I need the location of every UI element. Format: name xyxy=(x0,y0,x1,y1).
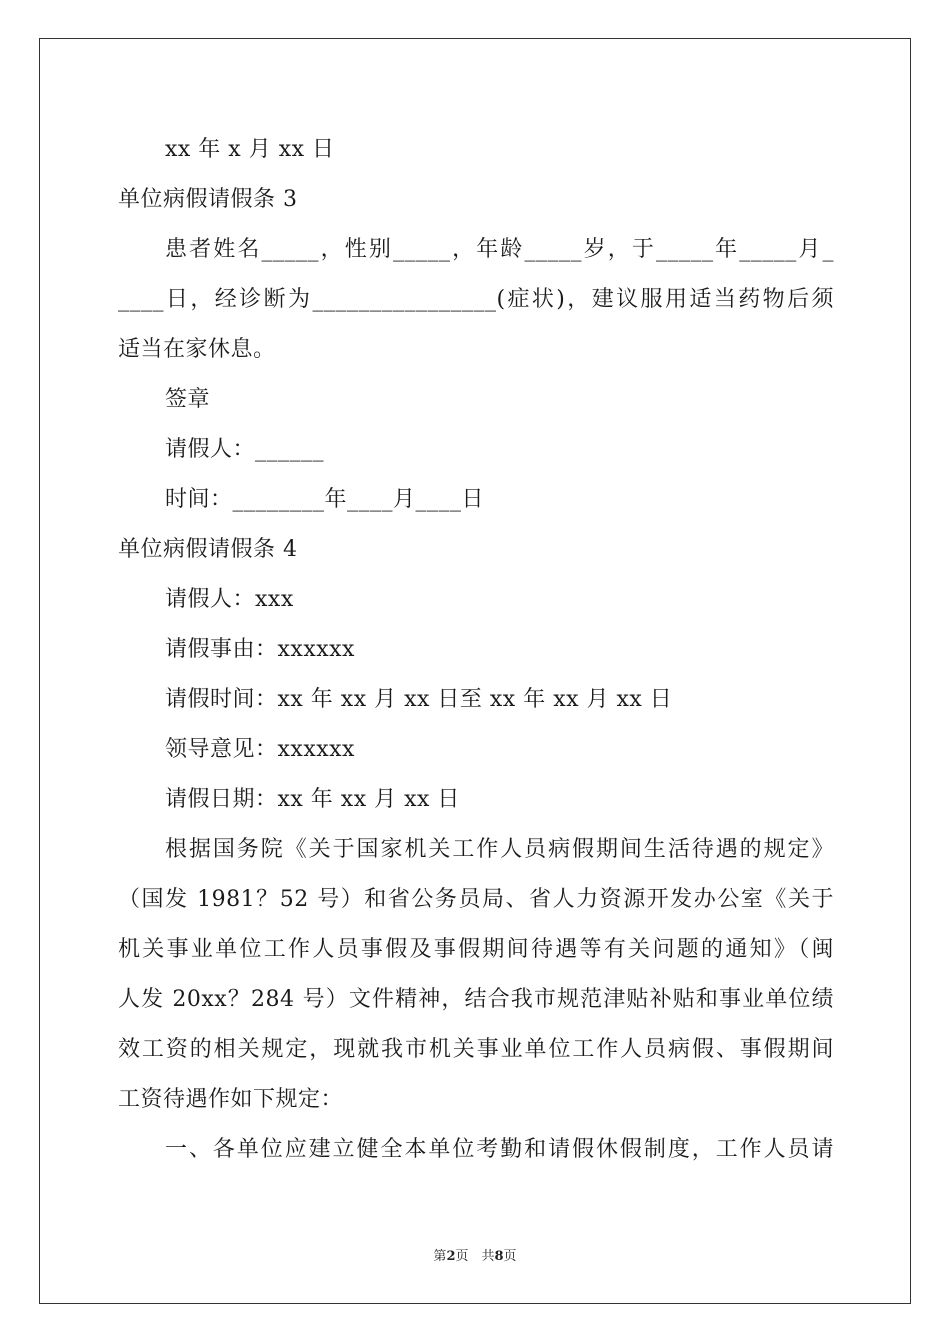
body-line: ____日，经诊断为________________(症状)，建议服用适当药物后须 xyxy=(118,287,834,312)
reason-line: 请假事由：xxxxxx xyxy=(165,637,355,662)
page-number-footer xyxy=(0,1248,950,1266)
section-heading-3: 单位病假请假条 3 xyxy=(118,187,298,212)
signature-label: 签章 xyxy=(165,387,211,412)
leave-period-line: 请假时间：xx 年 xx 月 xx 日至 xx 年 xx 月 xx 日 xyxy=(165,687,673,712)
body-line: 工资待遇作如下规定： xyxy=(118,1087,344,1112)
time-line: 时间：________年____月____日 xyxy=(165,487,485,512)
leader-opinion-line: 领导意见：xxxxxx xyxy=(165,737,355,762)
body-line: 人发 20xx？284 号）文件精神，结合我市规范津贴补贴和事业单位绩 xyxy=(118,987,834,1012)
footer-suffix: 页 xyxy=(503,1249,517,1264)
section-heading-4: 单位病假请假条 4 xyxy=(118,537,298,562)
footer-prefix: 第 xyxy=(433,1249,447,1264)
current-page-number: 2 xyxy=(446,1249,456,1264)
body-line: 根据国务院《关于国家机关工作人员病假期间生活待遇的规定》 xyxy=(165,837,834,862)
applicant-line: 请假人：______ xyxy=(165,437,325,462)
leave-date-line: 请假日期：xx 年 xx 月 xx 日 xyxy=(165,787,460,812)
body-line: 机关事业单位工作人员事假及事假期间待遇等有关问题的通知》（闽 xyxy=(118,937,834,962)
date-line: xx 年 x 月 xx 日 xyxy=(165,137,335,162)
footer-mid: 页 共 xyxy=(455,1249,495,1264)
body-line: 效工资的相关规定，现就我市机关事业单位工作人员病假、事假期间 xyxy=(118,1037,834,1062)
total-page-number: 8 xyxy=(494,1249,504,1264)
body-line: 一、各单位应建立健全本单位考勤和请假休假制度，工作人员请 xyxy=(165,1137,834,1162)
body-line: 患者姓名_____，性别_____，年龄_____岁，于_____年_____月_ xyxy=(165,237,834,262)
body-line: （国发 1981？52 号）和省公务员局、省人力资源开发办公室《关于 xyxy=(118,887,834,912)
body-line: 适当在家休息。 xyxy=(118,337,276,362)
applicant-line: 请假人：xxx xyxy=(165,587,294,612)
